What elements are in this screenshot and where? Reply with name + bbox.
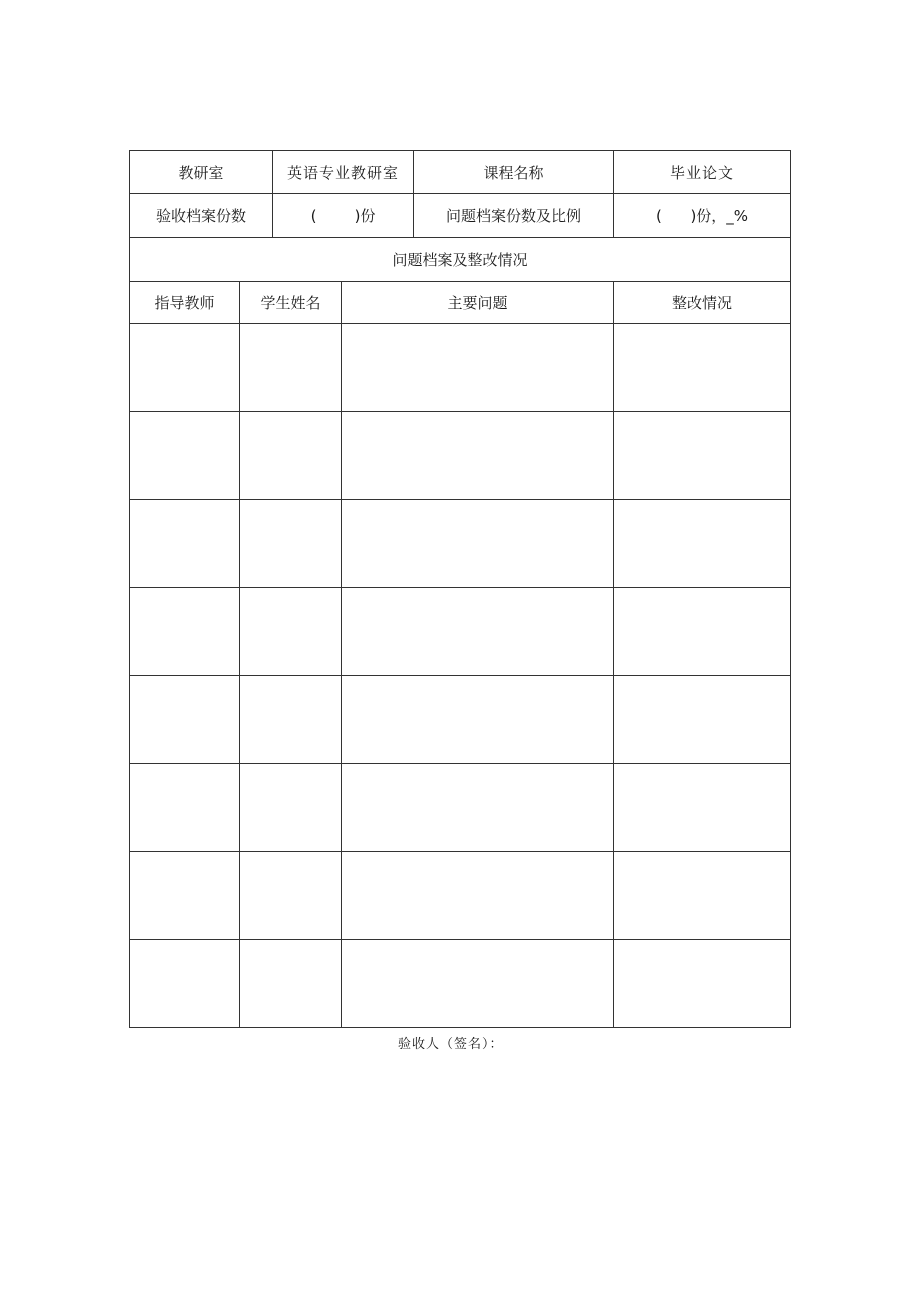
table-row [130, 764, 791, 852]
table-row [130, 940, 791, 1028]
dept-value: 英语专业教研室 [273, 151, 414, 194]
acceptance-form-table [129, 150, 791, 1028]
student-cell[interactable] [240, 412, 342, 500]
header-row-dept [130, 151, 791, 194]
main-problem-cell[interactable] [342, 324, 614, 412]
main-problem-cell[interactable] [342, 764, 614, 852]
table-row [130, 500, 791, 588]
advisor-cell[interactable] [130, 676, 240, 764]
rectification-cell[interactable] [614, 500, 791, 588]
main-problem-cell[interactable] [342, 940, 614, 1028]
signature-label: 验收人（签名）： [398, 1037, 504, 1052]
table-row [130, 324, 791, 412]
problem-count-value: ( )份，_% [614, 194, 791, 238]
table-row [130, 412, 791, 500]
main-problem-cell[interactable] [342, 500, 614, 588]
main-problem-cell[interactable] [342, 412, 614, 500]
main-problem-cell[interactable] [342, 588, 614, 676]
advisor-cell[interactable] [130, 412, 240, 500]
student-cell[interactable] [240, 940, 342, 1028]
rectification-cell[interactable] [614, 676, 791, 764]
accepted-count-label: 验收档案份数 [130, 194, 273, 238]
column-header-advisor: 指导教师 [130, 282, 240, 324]
column-header-rectification: 整改情况 [614, 282, 791, 324]
student-cell[interactable] [240, 764, 342, 852]
rectification-cell[interactable] [614, 588, 791, 676]
rectification-cell[interactable] [614, 324, 791, 412]
advisor-cell[interactable] [130, 588, 240, 676]
table-row [130, 588, 791, 676]
section-title: 问题档案及整改情况 [130, 238, 791, 282]
rectification-cell[interactable] [614, 940, 791, 1028]
rectification-cell[interactable] [614, 852, 791, 940]
main-problem-cell[interactable] [342, 676, 614, 764]
table-row [130, 852, 791, 940]
column-header-main-problem: 主要问题 [342, 282, 614, 324]
section-title-row [130, 238, 791, 282]
accepted-count-value: ( )份 [273, 194, 414, 238]
student-cell[interactable] [240, 588, 342, 676]
column-header-row [130, 282, 791, 324]
rectification-cell[interactable] [614, 412, 791, 500]
main-problem-cell[interactable] [342, 852, 614, 940]
advisor-cell[interactable] [130, 764, 240, 852]
course-value: 毕业论文 [614, 151, 791, 194]
student-cell[interactable] [240, 324, 342, 412]
column-header-student: 学生姓名 [240, 282, 342, 324]
advisor-cell[interactable] [130, 940, 240, 1028]
student-cell[interactable] [240, 500, 342, 588]
advisor-cell[interactable] [130, 500, 240, 588]
course-label: 课程名称 [414, 151, 614, 194]
dept-label: 教研室 [130, 151, 273, 194]
problem-count-label: 问题档案份数及比例 [414, 194, 614, 238]
header-row-counts [130, 194, 791, 238]
student-cell[interactable] [240, 852, 342, 940]
advisor-cell[interactable] [130, 852, 240, 940]
rectification-cell[interactable] [614, 764, 791, 852]
table-row [130, 676, 791, 764]
advisor-cell[interactable] [130, 324, 240, 412]
student-cell[interactable] [240, 676, 342, 764]
